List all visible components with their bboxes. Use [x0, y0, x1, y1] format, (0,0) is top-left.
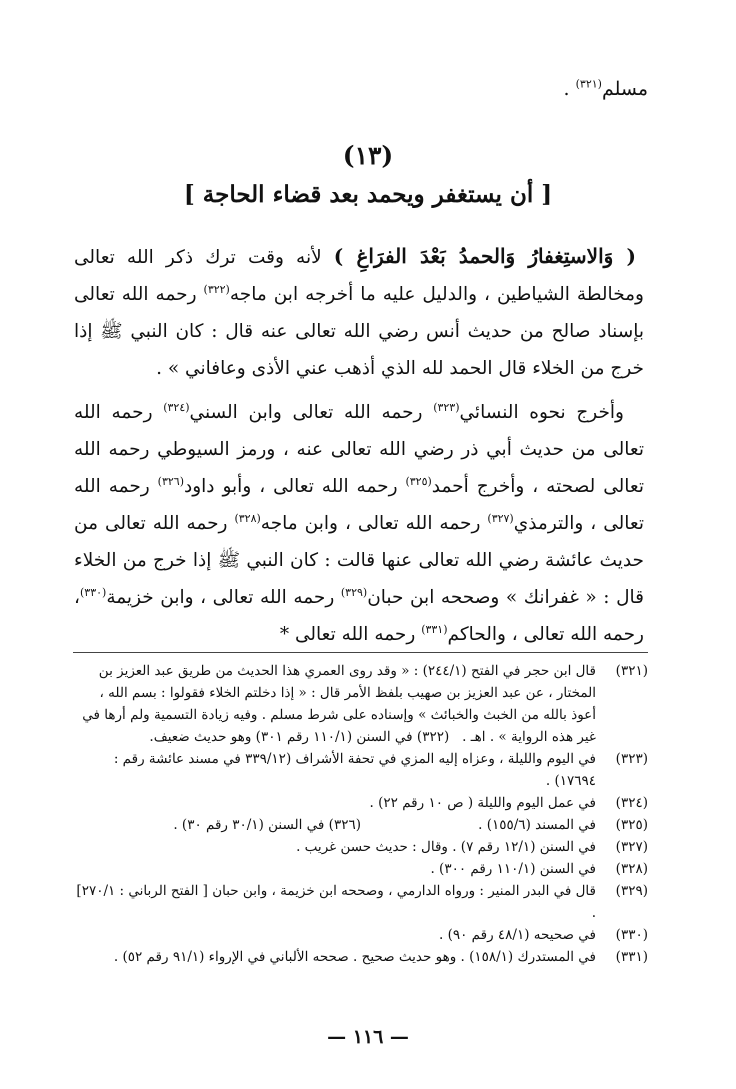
footnote — [73, 946, 648, 968]
footnote-number: (٣٢١) — [615, 663, 648, 679]
footnote-ref[interactable]: (٣٢٢) — [203, 282, 230, 296]
footnote-inline — [173, 814, 361, 836]
paragraph — [74, 238, 644, 387]
footnote-number: (٣٢٣) — [615, 751, 648, 767]
footnote-ref[interactable]: (٣٢١) — [575, 77, 602, 91]
footnote-text: في السنن (١١٠/١ رقم ٣٠١) وهو حديث ضعيف. — [149, 729, 413, 745]
footnote-ref[interactable]: (٣٢٩) — [340, 585, 368, 599]
footnote — [73, 748, 648, 792]
page-number: — ١١٦ — — [327, 1026, 409, 1048]
carryover-end: . — [563, 78, 576, 100]
chapter-title: [ أن يستغفر ويحمد بعد قضاء الحاجة ] — [183, 181, 553, 208]
footnote-ref[interactable]: (٣٢٦) — [157, 474, 184, 488]
text-run: رحمه الله تعالى من حديث أبي ذر رضي الله تعالى عنه ، ورمز السيوطي رحمه الله تعالى لصحته ، وأخرج أحمد — [74, 402, 644, 497]
footnote — [73, 792, 648, 814]
main-text — [74, 238, 644, 653]
footnote-text: في عمل اليوم والليلة ( ص ١٠ رقم ٢٢) . — [369, 795, 596, 811]
footnote — [73, 858, 648, 880]
footnote-divider — [73, 652, 648, 653]
footnote-number: (٣٢٦) — [328, 817, 361, 833]
text-run: وأخرج نحوه النسائي — [459, 402, 624, 423]
footnote-ref[interactable]: (٣٢٣) — [433, 400, 460, 414]
footnote — [73, 660, 648, 748]
footnote — [73, 814, 648, 836]
footnote-text: في السنن (١١٠/١ رقم ٣٠٠) . — [430, 861, 596, 877]
footnote-number: (٣٢٧) — [615, 839, 648, 855]
text-run: رحمه الله تعالى بإسناد صالح من حديث أنس رضي الله تعالى عنه قال : كان النبي ﷺ إذا خرج من الخلاء قال الحمد لله الذي أذهب عني الأذى وعافاني » . — [74, 284, 644, 379]
text-run: رحمه الله تعالى من حديث عائشة رضي الله تعالى عنها قالت : كان النبي ﷺ إذا خرج من الخلاء قال : « غفرانك » وصححه ابن حبان — [74, 513, 644, 608]
footnote-text: في السنن (٣٠/١ رقم ٣٠) . — [173, 817, 325, 833]
text-run: رحمه الله تعالى * — [279, 624, 422, 645]
text-run: رحمه الله تعالى وابن السني — [189, 402, 434, 423]
text-run: رحمه الله تعالى ، وابن ماجه — [260, 513, 488, 534]
footnote-number: (٣٢٤) — [615, 795, 648, 811]
paragraph — [74, 394, 644, 653]
footnote-ref[interactable]: (٣٣١) — [421, 622, 448, 636]
footnote-ref[interactable]: (٣٢٧) — [487, 511, 514, 525]
footnote-text: قال في البدر المنير : ورواه الدارمي ، وصححه ابن خزيمة ، وابن حبان [ الفتح الرباني : ٢٧٠/١] . — [76, 883, 596, 921]
footnote-number: (٣٢٢) — [416, 729, 450, 745]
text-run: رحمه الله تعالى ، وابن خزيمة — [106, 587, 341, 608]
carryover-text: مسلم — [601, 78, 648, 100]
text-run: رحمه الله تعالى ، وأبو داود — [184, 476, 406, 497]
footnote-number: (٣٢٨) — [615, 861, 648, 877]
footnote-text: في المستدرك (١٥٨/١) . وهو حديث صحيح . صححه الألباني في الإرواء (٩١/١ رقم ٥٢) . — [113, 949, 596, 965]
footnotes — [73, 660, 648, 968]
footnote — [73, 924, 648, 946]
chapter-number: (١٣) — [342, 141, 394, 170]
footnote-text: في صحيحه (٤٨/١ رقم ٩٠) . — [439, 927, 596, 943]
footnote-number: (٣٣١) — [615, 949, 648, 965]
matn-lead: ( وَالاستِغفارُ وَالحمدُ بَعْدَ الفرَاغِ ) — [333, 244, 636, 268]
footnote-text: قال ابن حجر في الفتح (٢٤٤/١) : « وقد روى العمري هذا الحديث من طريق عبد العزيز بن المختار ، عن عبد العزيز بن صهيب بلفظ الأمر قال : « إذا دخلتم الخلاء فقولوا : بسم الله ، أعوذ بالله من الخبث والخبائث » وإسناده على شرط مسلم . وفيه زيادة التسمية ولم أرها في غير هذه الرواية » . اهـ . — [82, 663, 596, 745]
footnote — [73, 880, 648, 924]
footnote — [73, 836, 648, 858]
footnote-text: في اليوم والليلة ، وعزاه إليه المزي في تحفة الأشراف (٣٣٩/١٢ في مسند عائشة رقم : ١٧٦٩٤) . — [113, 751, 596, 789]
footnote-number: (٣٢٥) — [615, 817, 648, 833]
text-run: ، رحمه الله تعالى ، والحاكم — [74, 587, 644, 645]
text-run: رحمه الله تعالى ، والترمذي — [74, 476, 645, 534]
text-run: لأنه وقت ترك ذكر الله تعالى ومخالطة الشياطين ، والدليل عليه ما أخرجه ابن ماجه — [74, 247, 644, 305]
footnote-inline — [149, 729, 457, 745]
footnote-number: (٣٢٩) — [615, 883, 648, 899]
footnote-text: في السنن (١٢/١ رقم ٧) . وقال : حديث حسن غريب . — [296, 839, 596, 855]
carryover-line — [564, 78, 648, 100]
footnote-ref[interactable]: (٣٣٠) — [79, 585, 107, 599]
footnote-ref[interactable]: (٣٢٤) — [163, 400, 190, 414]
footnote-ref[interactable]: (٣٢٥) — [405, 474, 432, 488]
footnote-number: (٣٣٠) — [615, 927, 648, 943]
footnote-text: في المسند (١٥٥/٦) . — [478, 817, 596, 833]
footnote-ref[interactable]: (٣٢٨) — [234, 511, 261, 525]
